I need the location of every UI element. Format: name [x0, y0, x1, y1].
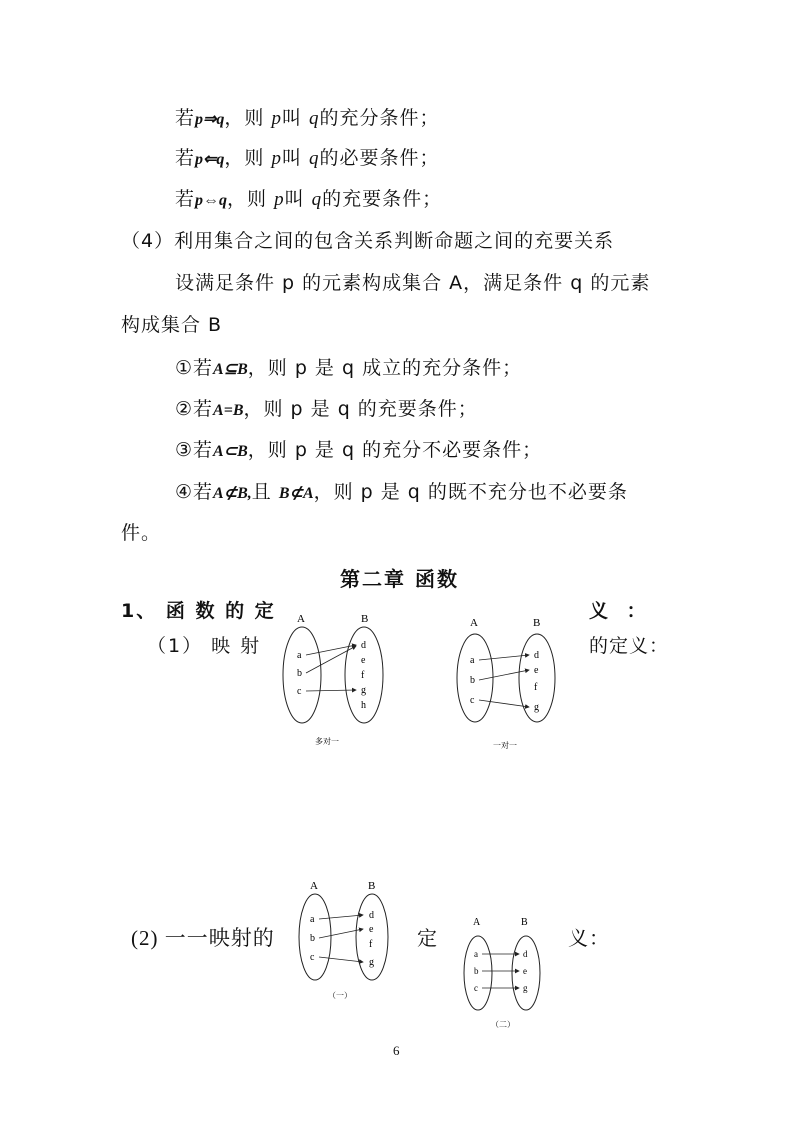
element-b: b	[297, 668, 302, 679]
text-call: 叫	[281, 147, 302, 169]
element-d: d	[534, 650, 539, 661]
item-subset	[175, 356, 522, 382]
item-equal	[175, 397, 478, 423]
formula-equal: A=B	[213, 402, 244, 419]
page-number: 6	[393, 1043, 400, 1058]
var-q: q	[309, 108, 320, 129]
section-1-heading-end: 义 ：	[589, 600, 652, 622]
var-q: q	[311, 189, 323, 210]
set-a-label: A	[470, 617, 478, 629]
section-2-heading-mid: 定	[417, 926, 438, 950]
section-2-heading-end: 义：	[568, 926, 610, 950]
text-tail: 的充分条件；	[319, 107, 440, 129]
section-1-1-heading: （1） 映 射	[147, 635, 262, 657]
element-e: e	[523, 966, 527, 976]
set-b-label: B	[521, 917, 528, 928]
section-2-heading: (2) 一一映射的	[131, 926, 275, 950]
text-call: 叫	[284, 188, 305, 210]
section-4-para-line2: 构成集合 B	[121, 314, 223, 336]
set-a-ellipse	[283, 627, 321, 723]
bijection-diagram-1	[290, 876, 410, 1006]
item-text: ，则 p 是 q 的既不充分也不必要条	[313, 481, 628, 503]
var-q: q	[309, 148, 320, 169]
var-p: p	[271, 108, 282, 129]
text-and: 且	[251, 481, 272, 503]
element-a: a	[470, 655, 475, 666]
element-g: g	[523, 983, 528, 993]
element-e: e	[369, 924, 374, 935]
text-call: 叫	[281, 107, 302, 129]
element-b: b	[474, 966, 479, 976]
formula-p-implies-q: p⇒q	[195, 111, 225, 128]
chapter-title: 第二章 函数	[340, 567, 459, 591]
formula-proper-subset: A⊂B	[213, 443, 248, 460]
set-b-label: B	[361, 613, 369, 625]
element-d: d	[523, 949, 528, 959]
arrow	[306, 690, 356, 691]
element-g: g	[369, 957, 374, 968]
text-tail: 的充要条件；	[322, 188, 443, 210]
bijection-diagram-2	[455, 912, 565, 1037]
set-b-label: B	[368, 880, 376, 892]
text-then: ，则	[227, 188, 268, 210]
var-p: p	[271, 148, 282, 169]
element-g: g	[361, 685, 366, 696]
element-a: a	[474, 949, 478, 959]
element-e: e	[534, 665, 539, 676]
element-f: f	[361, 670, 365, 681]
arrow	[479, 670, 529, 680]
element-d: d	[369, 910, 374, 921]
element-f: f	[369, 939, 373, 950]
item-neither-cont: 件。	[121, 522, 162, 544]
element-a: a	[310, 914, 315, 925]
section-1-heading: 1、 函 数 的 定	[121, 600, 276, 622]
element-f: f	[534, 682, 538, 693]
section-4-heading: （4）利用集合之间的包含关系判断命题之间的充要关系	[121, 230, 615, 252]
set-a-label: A	[473, 917, 481, 928]
item-proper-subset	[175, 438, 542, 464]
item-text: ，则 p 是 q 的充分不必要条件；	[247, 439, 543, 461]
text-tail: 的必要条件；	[319, 147, 440, 169]
section-4-para-line1: 设满足条件 p 的元素构成集合 A，满足条件 q 的元素	[175, 272, 651, 294]
element-d: d	[361, 640, 366, 651]
diagram-caption: （一）	[328, 991, 352, 1000]
condition-sufficient	[175, 106, 440, 132]
element-e: e	[361, 655, 366, 666]
element-h: h	[361, 700, 366, 711]
var-p: p	[274, 189, 285, 210]
formula-p-iff-q: p⇔q	[195, 192, 228, 209]
item-marker: ②若	[175, 398, 214, 420]
arrow	[319, 915, 363, 919]
item-neither	[175, 480, 628, 506]
set-b-label: B	[533, 617, 541, 629]
element-b: b	[310, 933, 315, 944]
element-g: g	[534, 702, 539, 713]
condition-necessary	[175, 146, 440, 172]
element-b: b	[470, 675, 475, 686]
element-c: c	[474, 983, 478, 993]
mapping-diagram-many-to-one	[270, 608, 410, 758]
formula-subset: A⊆B	[213, 361, 248, 378]
text-then: ，则	[224, 147, 265, 169]
text-if: 若	[175, 107, 196, 129]
set-a-ellipse	[299, 894, 331, 980]
set-a-label: A	[297, 613, 305, 625]
element-c: c	[297, 686, 302, 697]
diagram-caption: 一对一	[493, 741, 517, 750]
mapping-diagram-one-to-one	[445, 610, 585, 760]
item-marker: ④若	[175, 481, 214, 503]
formula-not-subset-ba: B⊄A	[278, 485, 314, 502]
text-then: ，则	[224, 107, 265, 129]
diagram-caption: （二）	[491, 1020, 515, 1029]
item-text: ，则 p 是 q 成立的充分条件；	[247, 357, 523, 379]
condition-iff	[175, 187, 442, 213]
element-a: a	[297, 650, 302, 661]
text-if: 若	[175, 147, 196, 169]
set-a-label: A	[310, 880, 318, 892]
item-marker: ①若	[175, 357, 214, 379]
item-text: ，则 p 是 q 的充要条件；	[243, 398, 478, 420]
element-c: c	[310, 952, 315, 963]
diagram-caption: 多对一	[315, 737, 339, 746]
element-c: c	[470, 695, 475, 706]
arrow	[319, 957, 363, 962]
formula-not-subset-ab: A⊄B,	[213, 485, 252, 502]
formula-q-implies-p: p⇐q	[195, 151, 225, 168]
section-1-1-heading-end: 的定义：	[589, 635, 670, 657]
text-if: 若	[175, 188, 196, 210]
item-marker: ③若	[175, 439, 214, 461]
